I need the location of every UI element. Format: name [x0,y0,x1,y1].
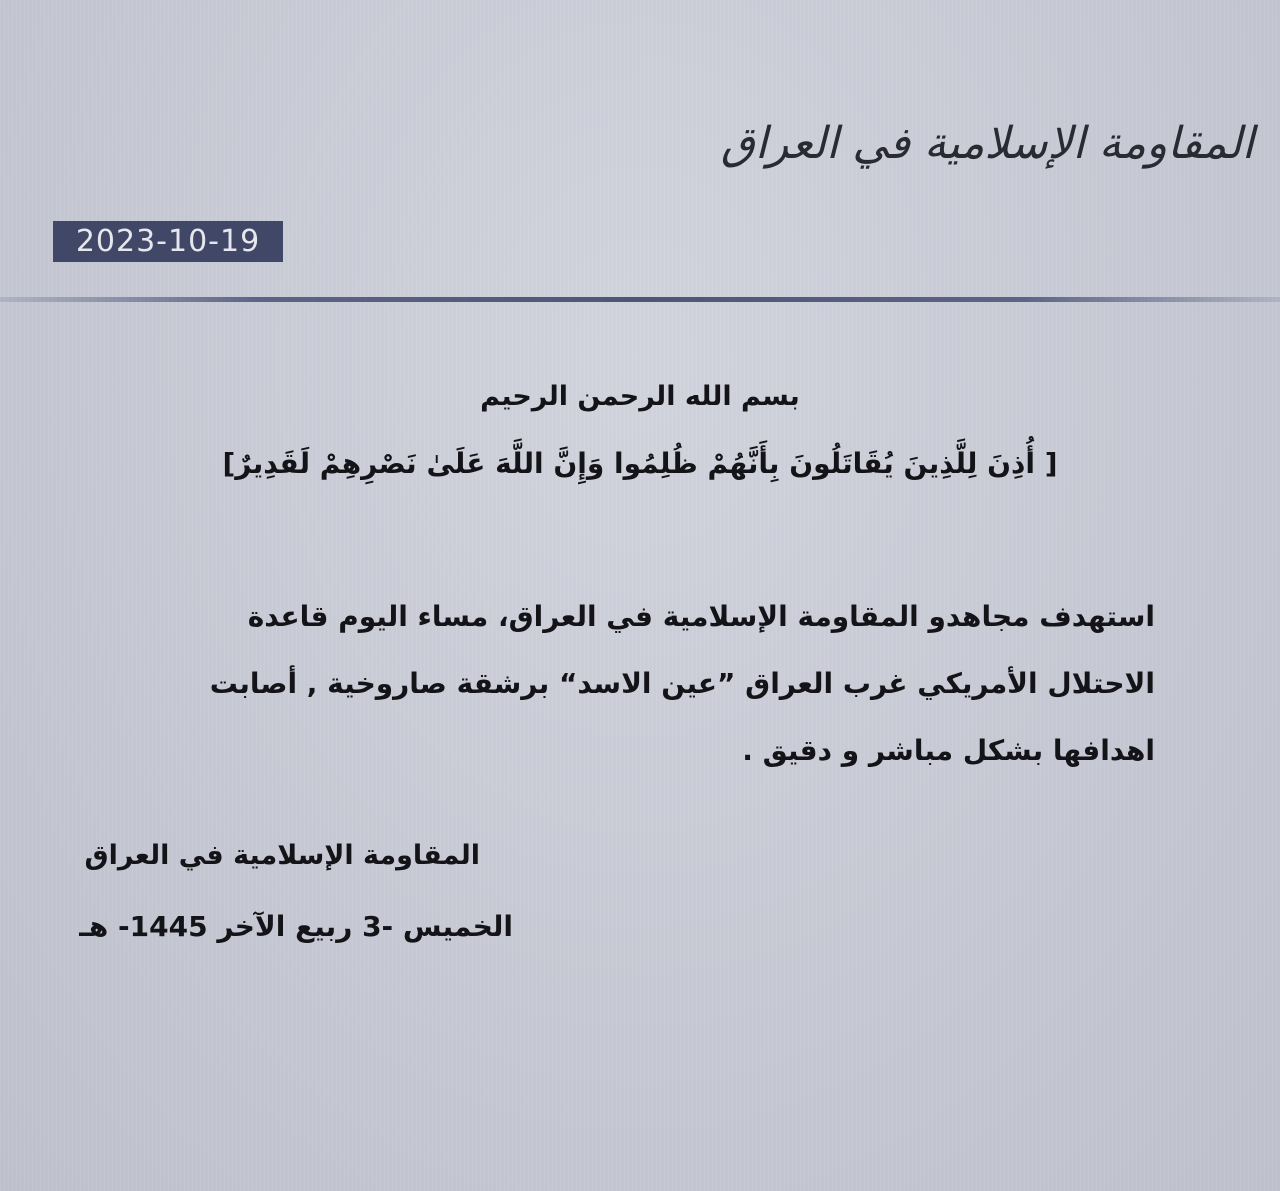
basmala-heading: بسم الله الرحمن الرحيم [480,381,800,412]
date-badge: 2023-10-19 [53,221,283,262]
quran-verse: [ أُذِنَ لِلَّذِينَ يُقَاتَلُونَ بِأَنَّهُمْ ظُلِمُوا وَإِنَّ اللَّهَ عَلَىٰ نَصْرِهِمْ لَقَدِيرٌ] [222,447,1058,480]
hijri-date: الخميس -3 ربيع الآخر 1445- هـ [79,910,513,943]
header-divider [0,297,1280,302]
organization-logo: المقاومة الإسلامية في العراق [720,118,1254,169]
signature: المقاومة الإسلامية في العراق [84,840,480,871]
statement-text: استهدف مجاهدو المقاومة الإسلامية في العراق، مساء اليوم قاعدة الاحتلال الأمريكي غرب العراق ”عين الاسد“ برشقة صاروخية , أصابت اهدافها بشكل مباشر و دقيق . [209,600,1155,767]
